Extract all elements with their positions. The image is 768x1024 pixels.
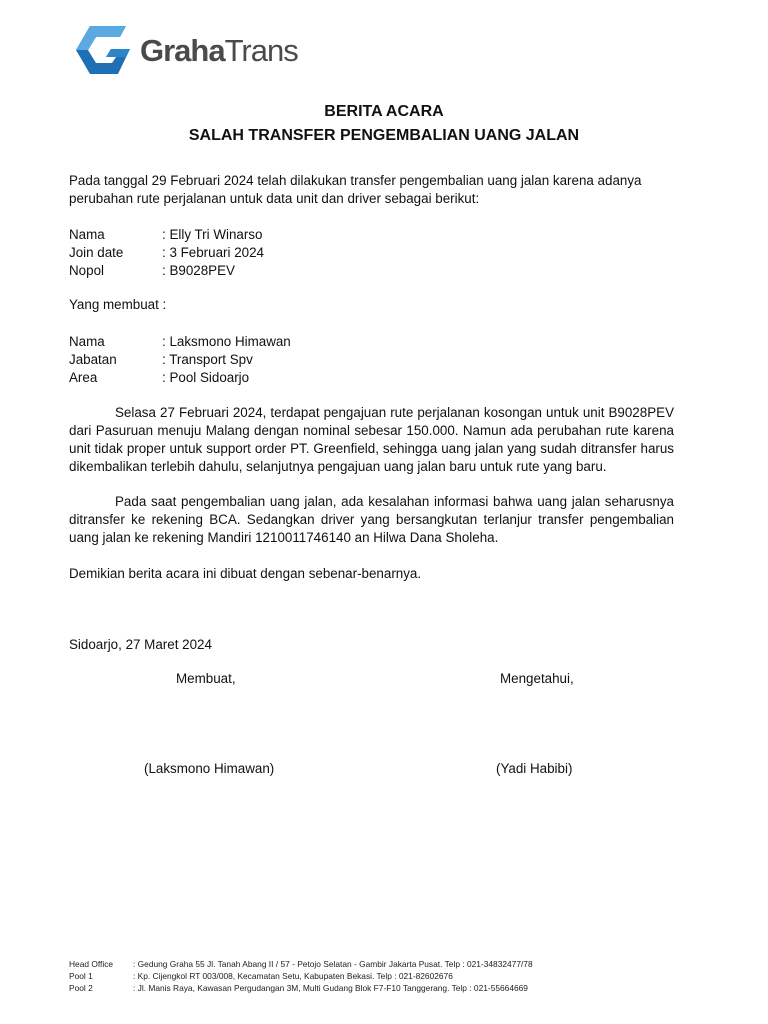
paragraph-1: Selasa 27 Februari 2024, terdapat pengajuan rute perjalanan kosongan untuk unit B9028PEV dari Pasuruan menuju Malang dengan nominal sebesar 150.000. Namun ada perubahan rute karena unit tidak proper untuk support order PT. Greenfield, sehingga uang jalan yang sudah ditransfer harus dikembalikan terlebih dahulu, selanjutnya pengajuan uang jalan baru untuk rute yang baru. [69,405,674,474]
company-logo [76,24,298,76]
intro-paragraph: Pada tanggal 29 Februari 2024 telah dilakukan transfer pengembalian uang jalan karena adanya perubahan rute perjalanan untuk data unit dan driver sebagai berikut: [69,173,642,206]
closing-statement: Demikian berita acara ini dibuat dengan sebenar-benarnya. [69,566,422,581]
footer-addresses [69,958,533,994]
field-value: : 3 Februari 2024 [162,245,264,260]
field-value: : B9028PEV [162,263,235,278]
footer-value: : Kp. Cijengkol RT 003/008, Kecamatan Setu, Kabupaten Bekasi. Telp : 021-82602676 [133,971,453,981]
doc-subtitle: SALAH TRANSFER PENGEMBALIAN UANG JALAN [188,127,580,144]
footer-row-pool-1 [69,970,533,982]
field-label: Nama [69,334,105,349]
brand-bold: Graha [140,32,225,68]
field-value: : Pool Sidoarjo [162,370,250,385]
doc-title: BERITA ACARA [324,103,444,120]
maker-row-jabatan [69,351,253,369]
place-date: Sidoarjo, 27 Maret 2024 [69,637,212,652]
driver-row-name [69,226,262,244]
field-value: : Laksmono Himawan [162,334,291,349]
brand-name [140,32,298,68]
brand-regular: Trans [224,32,298,68]
driver-row-nopol [69,262,235,280]
grahatrans-g-icon [76,24,132,76]
footer-row-pool-2 [69,982,533,994]
signature-left-name: (Laksmono Himawan) [144,761,275,776]
field-label: Join date [69,245,124,260]
driver-row-join-date [69,244,264,262]
paragraph-2: Pada saat pengembalian uang jalan, ada kesalahan informasi bahwa uang jalan seharusnya ditransfer ke rekening BCA. Sedangkan driver yang bersangkutan terlanjur transfer pengembalian uang jalan ke rekening Mandiri 1210011746140 an Hilwa Dana Sholeha. [69,494,674,545]
signature-right-name: (Yadi Habibi) [496,761,573,776]
signature-left-role: Membuat, [176,671,236,686]
field-label: Nopol [69,263,104,278]
field-label: Jabatan [69,352,117,367]
field-label: Nama [69,227,105,242]
field-label: Area [69,370,98,385]
maker-heading: Yang membuat : [69,297,167,312]
maker-row-name [69,333,291,351]
field-value: : Elly Tri Winarso [162,227,263,242]
footer-row-head-office [69,958,533,970]
footer-value: : Gedung Graha 55 Jl. Tanah Abang II / 57 - Petojo Selatan - Gambir Jakarta Pusat. Telp : 021-34832477/78 [133,959,533,969]
maker-row-area [69,369,249,387]
field-value: : Transport Spv [162,352,253,367]
footer-label: Pool 2 [69,983,93,993]
footer-value: : Jl. Manis Raya, Kawasan Pergudangan 3M, Multi Gudang Blok F7-F10 Tanggerang. Telp : 021-55664669 [133,983,528,993]
footer-label: Head Office [69,959,114,969]
footer-label: Pool 1 [69,971,93,981]
signature-right-role: Mengetahui, [500,671,574,686]
